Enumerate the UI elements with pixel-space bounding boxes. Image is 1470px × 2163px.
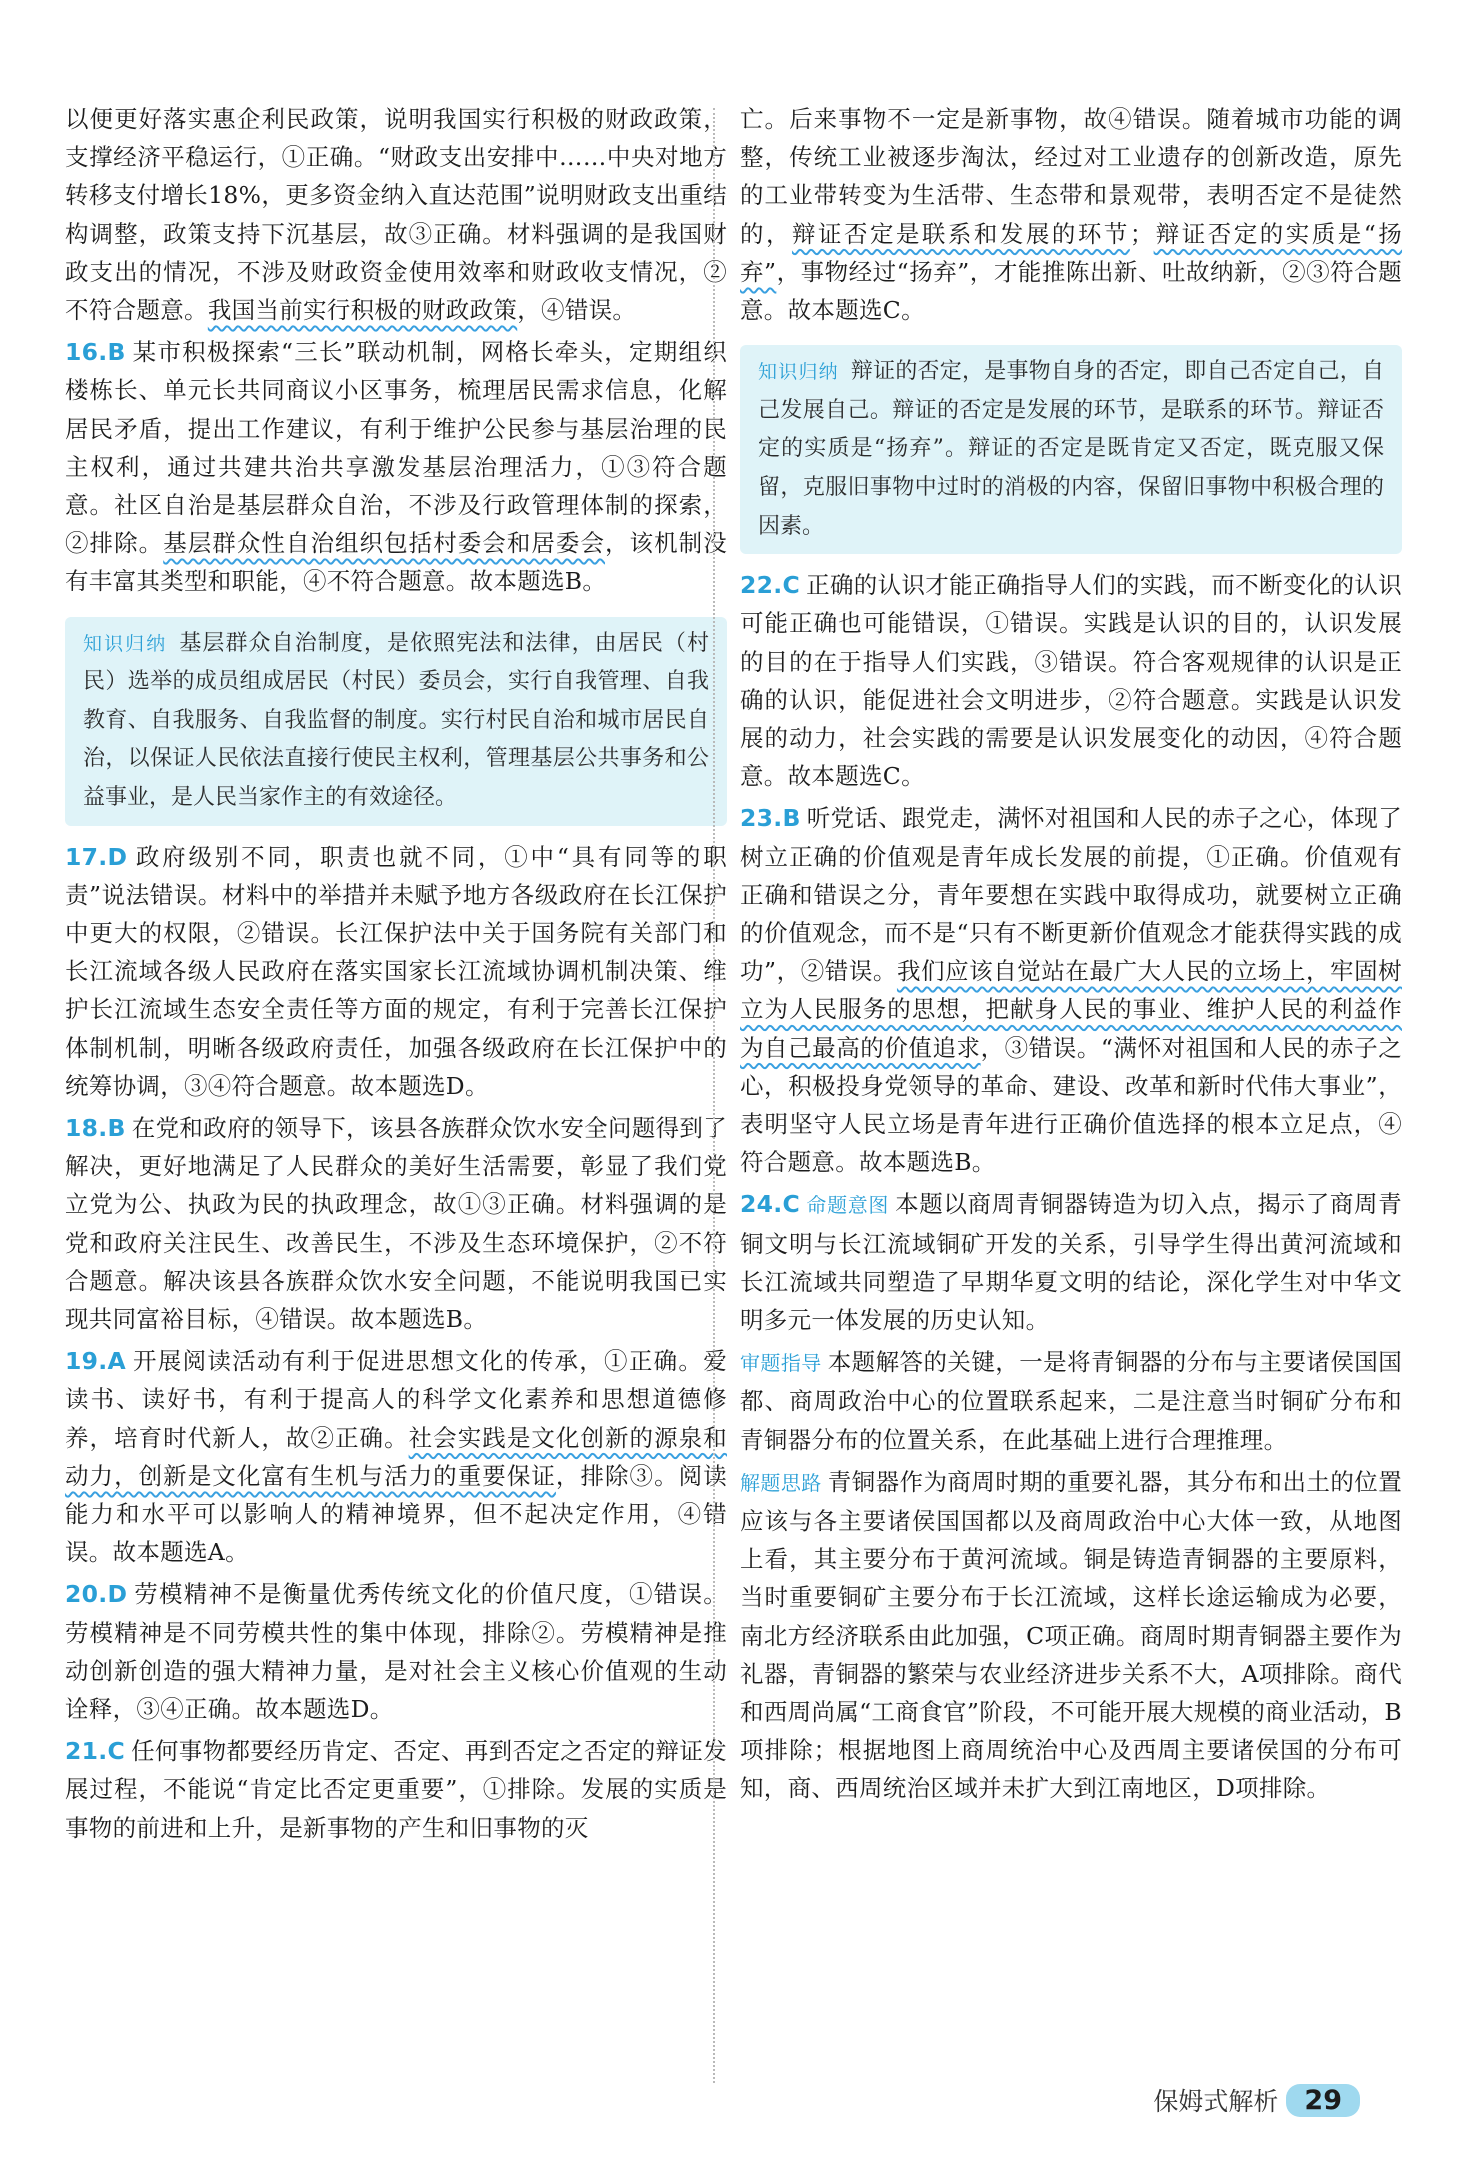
- answer-18: [65, 1109, 727, 1338]
- idea-label: 解题思路: [740, 1470, 822, 1495]
- answer-23: [740, 799, 1402, 1181]
- answer-text: 开展阅读活动有利于促进思想文化的传承，①正确。爱读书、读好书，有利于提高人的科学文化素养和思想道德修养，培育时代新人，故②正确。: [65, 1347, 727, 1452]
- underlined-text: 辩证否定是联系和发展的环节: [791, 219, 1130, 248]
- guide-text: 本题解答的关键，一是将青铜器的分布与主要诸侯国国都、商周政治中心的位置联系起来，二是注意当时铜矿分布和青铜器分布的位置关系，在此基础上进行合理推理。: [740, 1348, 1402, 1454]
- knowledge-box-1: [65, 617, 727, 826]
- right-column: [740, 100, 1402, 1812]
- answer-17: [65, 838, 727, 1105]
- underlined-text: 辩证否定的实质是“扬弃”: [740, 219, 1403, 286]
- intent-text: 本题以商周青铜器铸造为切入点，揭示了商周青铜文明与长江流域铜矿开发的关系，引导学生得出黄河流域和长江流域共同塑造了早期华夏文明的结论，深化学生对中华文明多元一体发展的历史认知。: [740, 1190, 1402, 1335]
- answer-24-intent: [740, 1185, 1402, 1339]
- answer-text: 以便更好落实惠企利民政策，说明我国实行积极的财政政策，支撑经济平稳运行，①正确。“财政支出安排中……中央对地方转移支付增长18%，更多资金纳入直达范围”说明财政支出重结构调整，政策支持下沉基层，故③正确。材料强调的是我国财政支出的情况，不涉及财政资金使用效率和财政收支情况，②不符合题意。: [65, 105, 727, 325]
- answer-number: 22.C: [740, 571, 801, 600]
- intent-label: 命题意图: [806, 1193, 890, 1218]
- answer-text: 某市积极探索“三长”联动机制，网格长牵头，定期组织楼栋长、单元长共同商议小区事务，梳理居民需求信息，化解居民矛盾，提出工作建议，有利于维护公民参与基层治理的民主权利，通过共建共治共享激发基层治理活力，①③符合题意。社区自治是基层群众自治，不涉及行政管理体制的探索，②排除。: [65, 338, 727, 558]
- answer-number: 21.C: [65, 1737, 126, 1766]
- answer-text: 政府级别不同，职责也就不同，①中“具有同等的职责”说法错误。材料中的举措并未赋予地方各级政府在长江保护中更大的权限，②错误。长江保护法中关于国务院有关部门和长江流域各级人民政府在落实国家长江流域协调机制决策、维护长江流域生态安全责任等方面的规定，有利于完善长江保护体制机制，明晰各级政府责任，加强各级政府在长江保护中的统筹协调，③④符合题意。故本题选D。: [65, 842, 727, 1100]
- answer-text: 劳模精神不是衡量优秀传统文化的价值尺度，①错误。劳模精神是不同劳模共性的集中体现，排除②。劳模精神是推动创新创造的强大精神力量，是对社会主义核心价值观的生动诠释，③④正确。故本题选D。: [65, 1580, 727, 1724]
- answer-intro: [65, 100, 727, 329]
- page-footer: [1153, 2082, 1360, 2118]
- answer-24-guide: [740, 1343, 1402, 1459]
- knowledge-label: 知识归纳: [83, 632, 168, 655]
- underlined-text: 社会实践是文化创新的源泉和动力，创新是文化富有生机与活力的重要保证: [65, 1423, 727, 1490]
- answer-21-continued: [740, 100, 1402, 329]
- answer-number: 16.B: [65, 338, 126, 367]
- answer-text: 亡。后来事物不一定是新事物，故④错误。随着城市功能的调整，传统工业被逐步淘汰，经过对工业遗存的创新改造，原先的工业带转变为生活带、生态带和景观带，表明否定不是徒然的，: [740, 105, 1402, 248]
- underlined-text: 我们应该自觉站在最广大人民的立场上，牢固树立为人民服务的思想，把献身人民的事业、维护人民的利益作为自己最高的价值追求: [740, 957, 1402, 1062]
- guide-label: 审题指导: [740, 1351, 822, 1376]
- knowledge-text: 辩证的否定，是事物自身的否定，即自己否定自己，自己发展自己。辩证的否定是发展的环节，是联系的环节。辩证否定的实质是“扬弃”。辩证的否定是既肯定又否定，既克服又保留，克服旧事物中过时的消极的内容，保留旧事物中积极合理的因素。: [758, 359, 1384, 539]
- left-column: [65, 100, 727, 1851]
- answer-text: 正确的认识才能正确指导人们的实践，而不断变化的认识可能正确也可能错误，①错误。实践是认识的目的，认识发展的目的在于指导人们实践，③错误。符合客观规律的认识是正确的认识，能促进社会文明进步，②符合题意。实践是认识发展的动力，社会实践的需要是认识发展变化的动因，④符合题意。故本题选C。: [740, 571, 1402, 791]
- answer-text: ，该机制没有丰富其类型和职能，④不符合题意。故本题选B。: [65, 529, 727, 596]
- answer-16: [65, 333, 727, 600]
- answer-number: 20.D: [65, 1580, 128, 1609]
- answer-text: ，③错误。“满怀对祖国和人民的赤子之心，积极投身党领导的革命、建设、改革和新时代伟大事业”，表明坚守人民立场是青年进行正确价值选择的根本立足点，④符合题意。故本题选B。: [740, 1033, 1402, 1177]
- knowledge-text: 基层群众自治制度，是依照宪法和法律，由居民（村民）选举的成员组成居民（村民）委员会，实行自我管理、自我教育、自我服务、自我监督的制度。实行村民自治和城市居民自治，以保证人民依法直接行使民主权利，管理基层公共事务和公益事业，是人民当家作主的有效途径。: [83, 630, 709, 811]
- answer-22: [740, 566, 1402, 795]
- answer-19: [65, 1342, 727, 1571]
- answer-text: ，排除③。阅读能力和水平可以影响人的精神境界，但不起决定作用，④错误。故本题选A。: [65, 1461, 727, 1567]
- answer-text: 在党和政府的领导下，该县各族群众饮水安全问题得到了解决，更好地满足了人民群众的美好生活需要，彰显了我们党立党为公、执政为民的执政理念，故①③正确。材料强调的是党和政府关注民生、改善民生，不涉及生态环境保护，②不符合题意。解决该县各族群众饮水安全问题，不能说明我国已实现共同富裕目标，④错误。故本题选B。: [65, 1114, 727, 1334]
- answer-21: [65, 1732, 727, 1847]
- answer-number: 24.C: [740, 1190, 801, 1219]
- knowledge-box-2: [740, 345, 1402, 554]
- answer-number: 18.B: [65, 1114, 126, 1143]
- answer-text: 任何事物都要经历肯定、否定、再到否定之否定的辩证发展过程，不能说“肯定比否定更重要”，①排除。发展的实质是事物的前进和上升，是新事物的产生和旧事物的灭: [65, 1737, 727, 1842]
- answer-text: ，④错误。: [517, 296, 637, 325]
- footer-label: 保姆式解析: [1153, 2087, 1279, 2116]
- answer-24-idea: [740, 1463, 1402, 1808]
- answer-number: 17.D: [65, 842, 128, 871]
- idea-text: 青铜器作为商周时期的重要礼器，其分布和出土的位置应该与各主要诸侯国国都以及商周政治中心大体一致，从地图上看，其主要分布于黄河流域。铜是铸造青铜器的主要原料，当时重要铜矿主要分布于长江流域，这样长途运输成为必要，南北方经济联系由此加强，C项正确。商周时期青铜器主要作为礼器，青铜器的繁荣与农业经济进步关系不大，A项排除。商代和西周尚属“工商食官”阶段，不可能开展大规模的商业活动，B项排除；根据地图上商周统治中心及西周主要诸侯国的分布可知，商、西周统治区域并未扩大到江南地区，D项排除。: [740, 1467, 1402, 1803]
- page-number: 29: [1286, 2084, 1360, 2117]
- answer-20: [65, 1575, 727, 1728]
- underlined-text: 我国当前实行积极的财政政策: [207, 296, 518, 325]
- answer-text: ，事物经过“扬弃”，才能推陈出新、吐故纳新，②③符合题意。故本题选C。: [740, 257, 1402, 325]
- answer-text: 听党话、跟党走，满怀对祖国和人民的赤子之心，体现了树立正确的价值观是青年成长发展的前提，①正确。价值观有正确和错误之分，青年要想在实践中取得成功，就要树立正确的价值观念，而不是“只有不断更新价值观念才能获得实践的成功”，②错误。: [740, 804, 1402, 986]
- knowledge-label: 知识归纳: [758, 361, 839, 384]
- answer-number: 19.A: [65, 1347, 127, 1376]
- answer-text: ；: [1129, 219, 1154, 248]
- column-divider: [713, 108, 715, 2083]
- answer-number: 23.B: [740, 804, 801, 833]
- underlined-text: 基层群众性自治组织包括村委会和居委会: [163, 529, 606, 558]
